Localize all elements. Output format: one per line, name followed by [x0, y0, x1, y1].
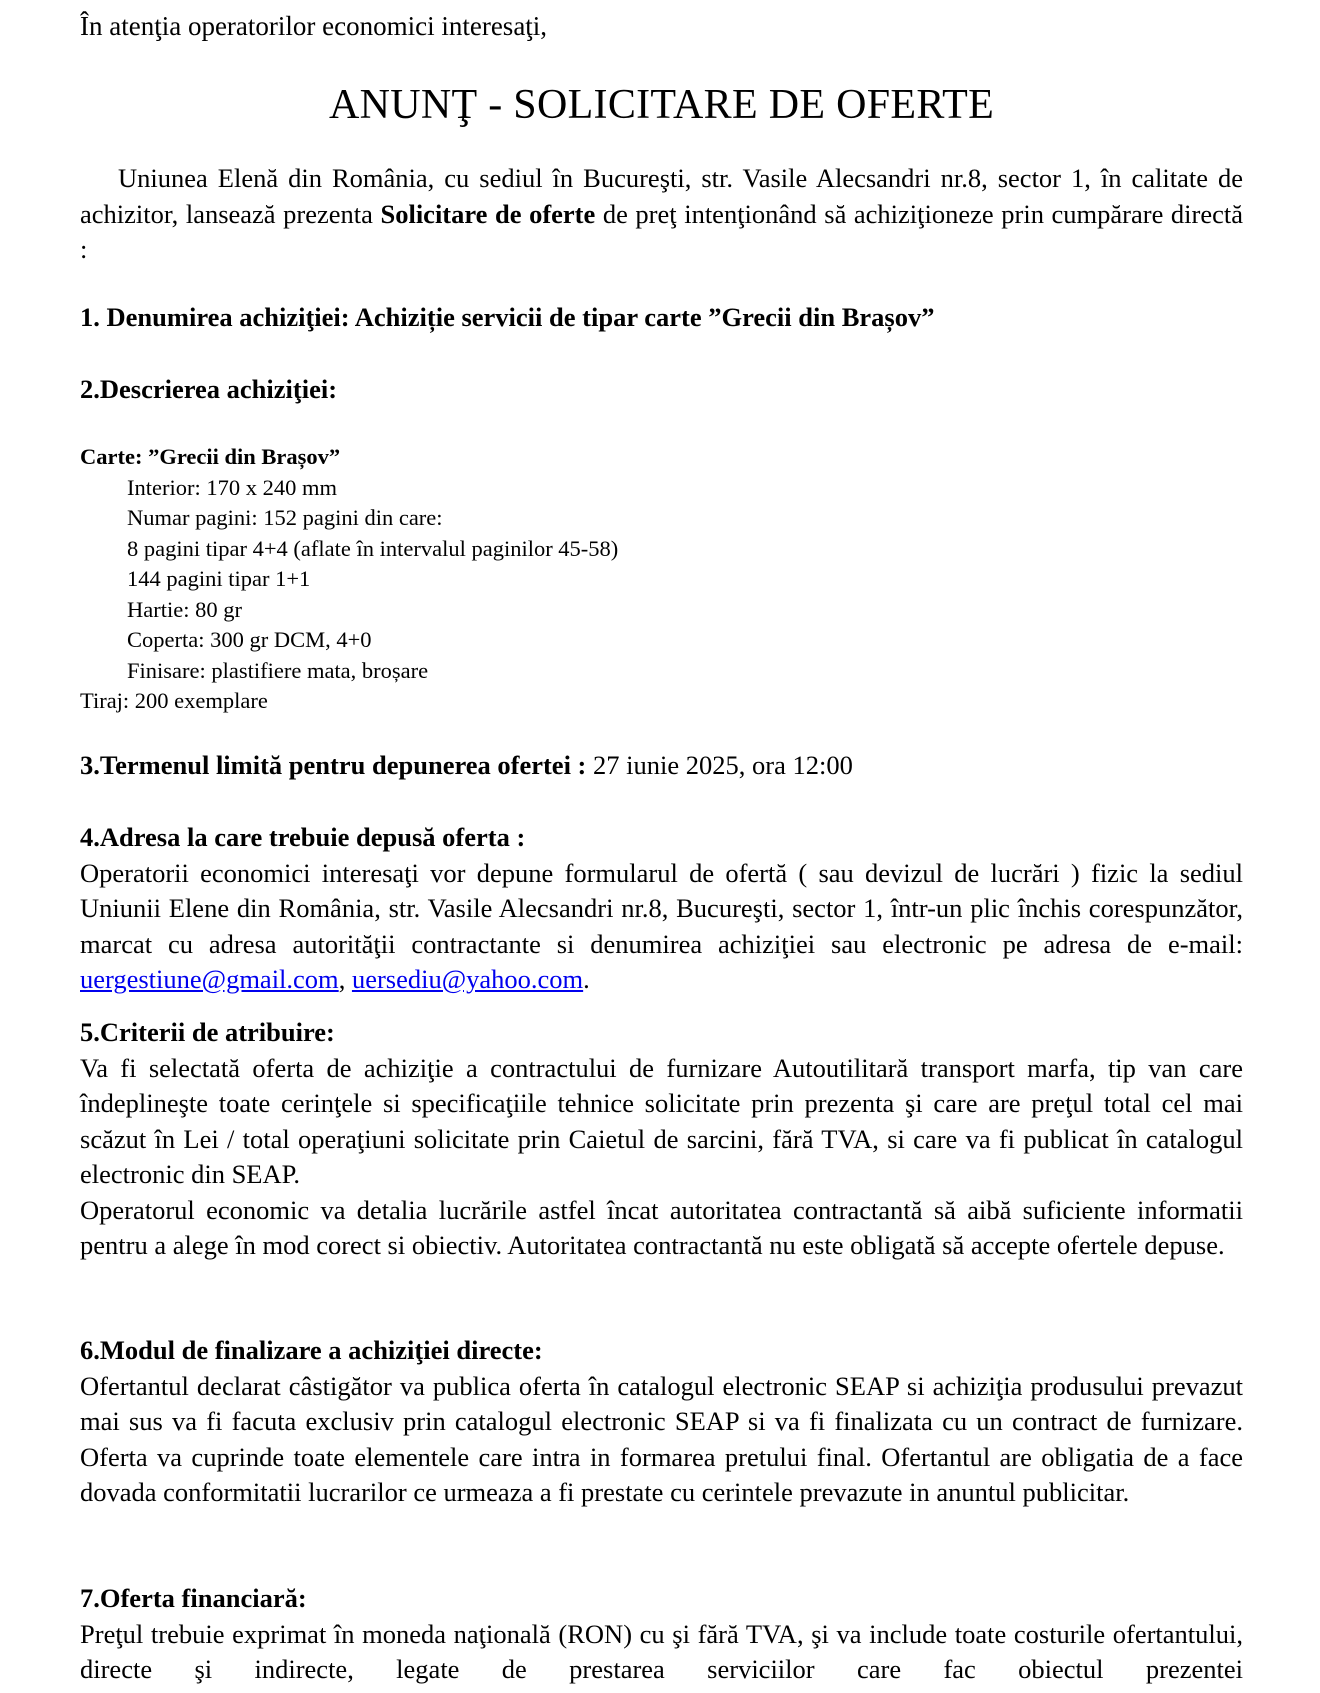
section-1	[80, 300, 1243, 336]
spec-line: 8 pagini tipar 4+4 (aflate în intervalul paginilor 45-58)	[127, 535, 619, 561]
section-5-paragraph-2: Operatorul economic va detalia lucrările astfel încat autoritatea contractantă să aibă suficiente informatii pentru a alege în mod corect si obiectiv. Autoritatea contractantă nu este obligată să accepte ofertele depuse.	[80, 1194, 1243, 1260]
print-run: Tiraj: 200 exemplare	[80, 688, 268, 713]
spec-line: Interior: 170 x 240 mm	[127, 474, 337, 500]
email-link-yahoo[interactable]: uersediu@yahoo.com	[351, 964, 584, 994]
section-5	[80, 1015, 1243, 1264]
greeting: În atenţia operatorilor economici interesaţi,	[80, 11, 548, 41]
spec-line: 144 pagini tipar 1+1	[127, 566, 311, 591]
section-4-text	[80, 856, 1243, 998]
intro-text-2: de preţ intenţionând să achiziţioneze prin cumpărare directă :	[80, 198, 1243, 264]
section-6-text: Ofertantul declarat câstigător va publica oferta în catalogul electronic SEAP si achiziţia produsului prevazut mai sus va fi facuta exclusiv prin catalogul electronic SEAP si va fi finalizata cu un contract de furnizare. Oferta va cuprinde toate elementele care intra in formarea pretului final. Ofertantul are obligatia de a face dovada conformitatii lucrarilor ce urmeaza a fi prestate cu cerintele prevazute in anuntul publicitar.	[80, 1370, 1243, 1507]
book-title: Carte: ”Grecii din Brașov”	[80, 444, 341, 469]
deadline-value: 27 iunie 2025, ora 12:00	[593, 750, 853, 780]
section-6	[80, 1333, 1243, 1511]
spec-line: Numar pagini: 152 pagini din care:	[127, 505, 443, 530]
section-2-heading: 2.Descrierea achiziţiei:	[80, 374, 338, 404]
email-separator: ,	[338, 964, 352, 994]
section-4	[80, 820, 1243, 998]
section-5-heading: 5.Criterii de atribuire:	[80, 1017, 335, 1047]
section-3	[80, 748, 1243, 784]
page-title: ANUNŢ - SOLICITARE DE OFERTE	[328, 82, 995, 128]
section-1-heading: 1. Denumirea achiziţiei: Achiziție servicii de tipar carte ”Grecii din Brașov”	[80, 302, 935, 332]
intro-paragraph	[80, 161, 1243, 268]
section-5-paragraph-1: Va fi selectată oferta de achiziţie a contractului de furnizare Autoutilitară transport marfa, tip van care îndeplineşte toate cerinţele si specificaţiile tehnice solicitate prin prezenta şi care are preţul total cel mai scăzut în Lei / total operaţiuni solicitate prin Caietul de sarcini, fără TVA, si care va fi publicat în catalogul electronic din SEAP.	[80, 1052, 1243, 1189]
intro-text-1: Uniunea Elenă din România, cu sediul în Bucureşti, str. Vasile Alecsandri nr.8, sector 1, în calitate de achizitor, lansează prezenta	[80, 163, 1243, 229]
section-2	[80, 372, 1243, 408]
spec-line: Finisare: plastifiere mata, broșare	[127, 657, 429, 683]
section-6-heading: 6.Modul de finalizare a achiziţiei directe:	[80, 1335, 543, 1365]
email-link-gmail[interactable]: uergestiune@gmail.com	[80, 964, 339, 994]
spec-line: Hartie: 80 gr	[127, 596, 242, 622]
intro-bold: Solicitare de oferte	[380, 198, 596, 229]
section-4-body: Operatorii economici interesaţi vor depune formularul de ofertă ( sau devizul de lucrări ) fizic la sediul Uniunii Elene din România, str. Vasile Alecsandri nr.8, Bucureşti, sector 1, într-un plic închis corespunzător, marcat cu adresa autorităţii contractante si denumirea achiziţiei sau electronic pe adresa de e-mail:	[80, 857, 1243, 959]
spec-line: Coperta: 300 gr DCM, 4+0	[127, 627, 372, 652]
section-4-heading: 4.Adresa la care trebuie depusă oferta :	[80, 822, 526, 852]
section-7	[80, 1581, 1243, 1688]
section-3-heading: 3.Termenul limită pentru depunerea ofertei :	[80, 750, 594, 780]
book-specs	[80, 442, 1243, 717]
section-7-heading: 7.Oferta financiară:	[80, 1583, 307, 1613]
email-end: .	[583, 964, 590, 994]
section-7-text: Preţul trebuie exprimat în moneda naţională (RON) cu şi fără TVA, şi va include toate costurile ofertantului, directe şi indirecte, legate de prestarea serviciilor care fac obiectul prezentei	[80, 1618, 1243, 1684]
